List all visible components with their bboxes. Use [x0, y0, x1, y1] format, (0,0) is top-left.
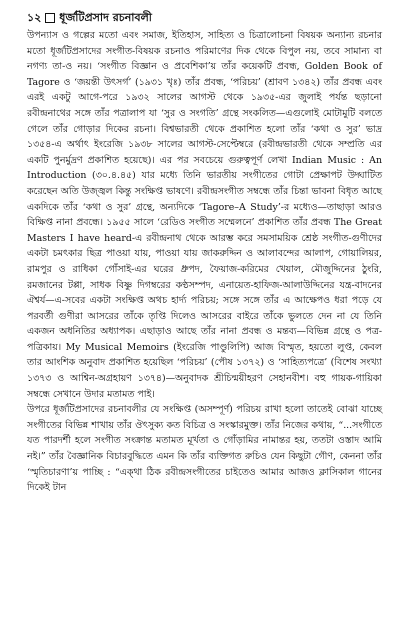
square-ornament-icon — [45, 13, 55, 23]
paragraph-2: উপরে ধূর্জটিপ্রসাদের রচনাবলীর যে সংক্ষিপ্ত (অসম্পূর্ণ) পরিচয় রাখা হলো তাতেই বোঝা যাচ্ছে সংগীতের বিভিন্ন শাখায় তাঁর ঔৎসুক্য কত বিচিত্র ও সংস্কারমুক্ত। তাঁর নিজের কথায়, “...সংগীতে যত পারদর্শী হলে সংগীত সংক্রান্ত মতামত মূর্খতা ও গোঁড়ামির নামান্তর হয়, ততটা ওস্তাদ আমি নই।” তাঁর বৈজ্ঞানিক বিচারবুদ্ধিতে এমন কি তাঁর ব্যক্তিগত রুচিও যেন কিছুটা গৌণ, কেননা তাঁর ‘স্মৃতিচারণা’য় পাচ্ছি : “এক্থা ঠিক রবীন্দ্রসংগীতের চাইতেও আমার আজও ক্লাসিকাল গানের দিকেই টান — [27, 404, 382, 494]
paragraph-1: উপন্যাস ও গল্পের মতো এবং সমাজ, ইতিহাস, সাহিত্য ও চিত্রালোচনা বিষয়ক অন্যান্য রচনার মতো ধূর্জটিপ্রসাদের সংগীত-বিষয়ক রচনাও পরিমাণের দিক থেকে বিপুল নয়, তবে সামান্য বা নগণ্য তা-ও নয়। ‘সংগীত বিজ্ঞান ও প্রবেশিকা’য় তাঁর কয়েকটি প্রবন্ধ, Golden Book of Tagore ও ‘জয়ন্তী উৎসর্গ’ (১৯৩১ খৃঃ) তাঁর প্রবন্ধ, ‘পরিচয়’ (শ্রাবণ ১৩৪২) তাঁর প্রবন্ধ এবং এরই একটু আগে-পরে ১৯৩২ সালের আগস্ট থেকে ১৯৩৫-এর জুলাই পর্যন্ত ছড়ানো রবীন্দ্রনাথের সঙ্গে তাঁর পত্রালাপ যা ‘সুর ও সংগতি’ গ্রন্থে সংকলিত—এগুলোই মোটামুটি বলতে গেলে তাঁর গোড়ার দিকের রচনা। বিশ্বভারতী থেকে প্রকাশিত হলো তাঁর ‘কথা ও সুর’ ভাদ্র ১৩৫৪-এ অর্থাৎ ইংরেজি ১৯৩৮ সালের আগস্ট-সেপ্টেম্বরে (রবীন্দ্রভারতী থেকে সম্প্রতি এর একটি পুনর্মুদ্রণ প্রকাশিত হয়েছে)। এর পর সবচেয়ে গুরুত্বপূর্ণ লেখা Indian Music : An Introduction (৩০.৪.৪৫) যার মধ্যে তিনি ভারতীয় সংগীতের গোটা প্রেক্ষাপট উদ্ঘাটিত করেছেন অতি উজ্জ্বল কিন্তু সংক্ষিপ্ত ভাষণে। রবীন্দ্রসংগীত সম্বন্ধে তাঁর চিন্তা ভাবনা বিধৃত আছে একদিকে তাঁর ‘কথা ও সুর’ গ্রন্থে, অন্যদিকে ‘Tagore–A Study’-র মধ্যেও—তাছাড়া আরও বিক্ষিপ্ত নানা প্রবন্ধে। ১৯৫৫ সালে ‘রেডিও সংগীত সম্মেলনে’ প্রকাশিত তাঁর প্রবন্ধ The Great Masters I have heard-এ রবীন্দ্রনাথ থেকে আরম্ভ করে সমসাময়িক শ্রেষ্ঠ সংগীত-গুণীদের একটা চমৎকার ছিত্র পাওয়া যায়, পাওয়া যায় জাকরুদ্দিন ও আলাবন্দের আলাপ, গোয়ালিয়র, রামপুর ও রাধিকা গোঁসাই-এর ঘরের ধ্রুপদ, ফৈয়াজ-করিমের খেয়াল, মৌজুদ্দিনের ঠুংরি, রমজানের টপ্পা, সাধক বিষ্ণু দিগম্বরের কণ্ঠসম্পদ, এনায়েত-হাফিজ-আলাউদ্দিনের যন্ত্র-বাদনের ঐশ্বর্য—এ-সবের একটা সংক্ষিপ্ত অথচ হার্দ্য পরিচয়; সঙ্গে সঙ্গে তাঁর এ আক্ষেপও ধরা পড়ে যে পরবর্তী গুণীরা আসরের তাঁকে তৃপ্তি দিলেও আসরের বাইরে তাঁকে ভুলতে দেন না যে তিনি একজন অধনিতির অধ্যাপক। এছাড়াও আছে তাঁর নানা প্রবন্ধ ও মন্তব্য—বিভিন্ন গ্রন্থে ও পত্র-পত্রিকায়। My Musical Memoirs (ইংরেজি পাণ্ডুলিপি) আজ বিস্মৃত, হয়তো লুপ্ত, কেবল তার আংশিক অনুবাদ প্রকাশিত হয়েছিল ‘পরিচয়’ (পৌষ ১৩৭২) ও ‘সাহিত্যপত্রে’ (বিশেষ সংখ্যা ১৩৭৩ ও আশ্বিন-অগ্রহায়ণ ১৩৭৪)—অনুবাদক শ্রীচিন্ময়ীহরণ সেহানবীশ। বহু গায়ক-গায়িকা সম্বন্ধে সেখানে উদার মতামত পাই। — [27, 30, 382, 400]
page-number: ১২ — [27, 11, 42, 24]
running-title: ধূর্জটিপ্রসাদ রচনাবলী — [59, 11, 152, 24]
page-body — [27, 28, 382, 496]
running-header — [27, 10, 382, 26]
